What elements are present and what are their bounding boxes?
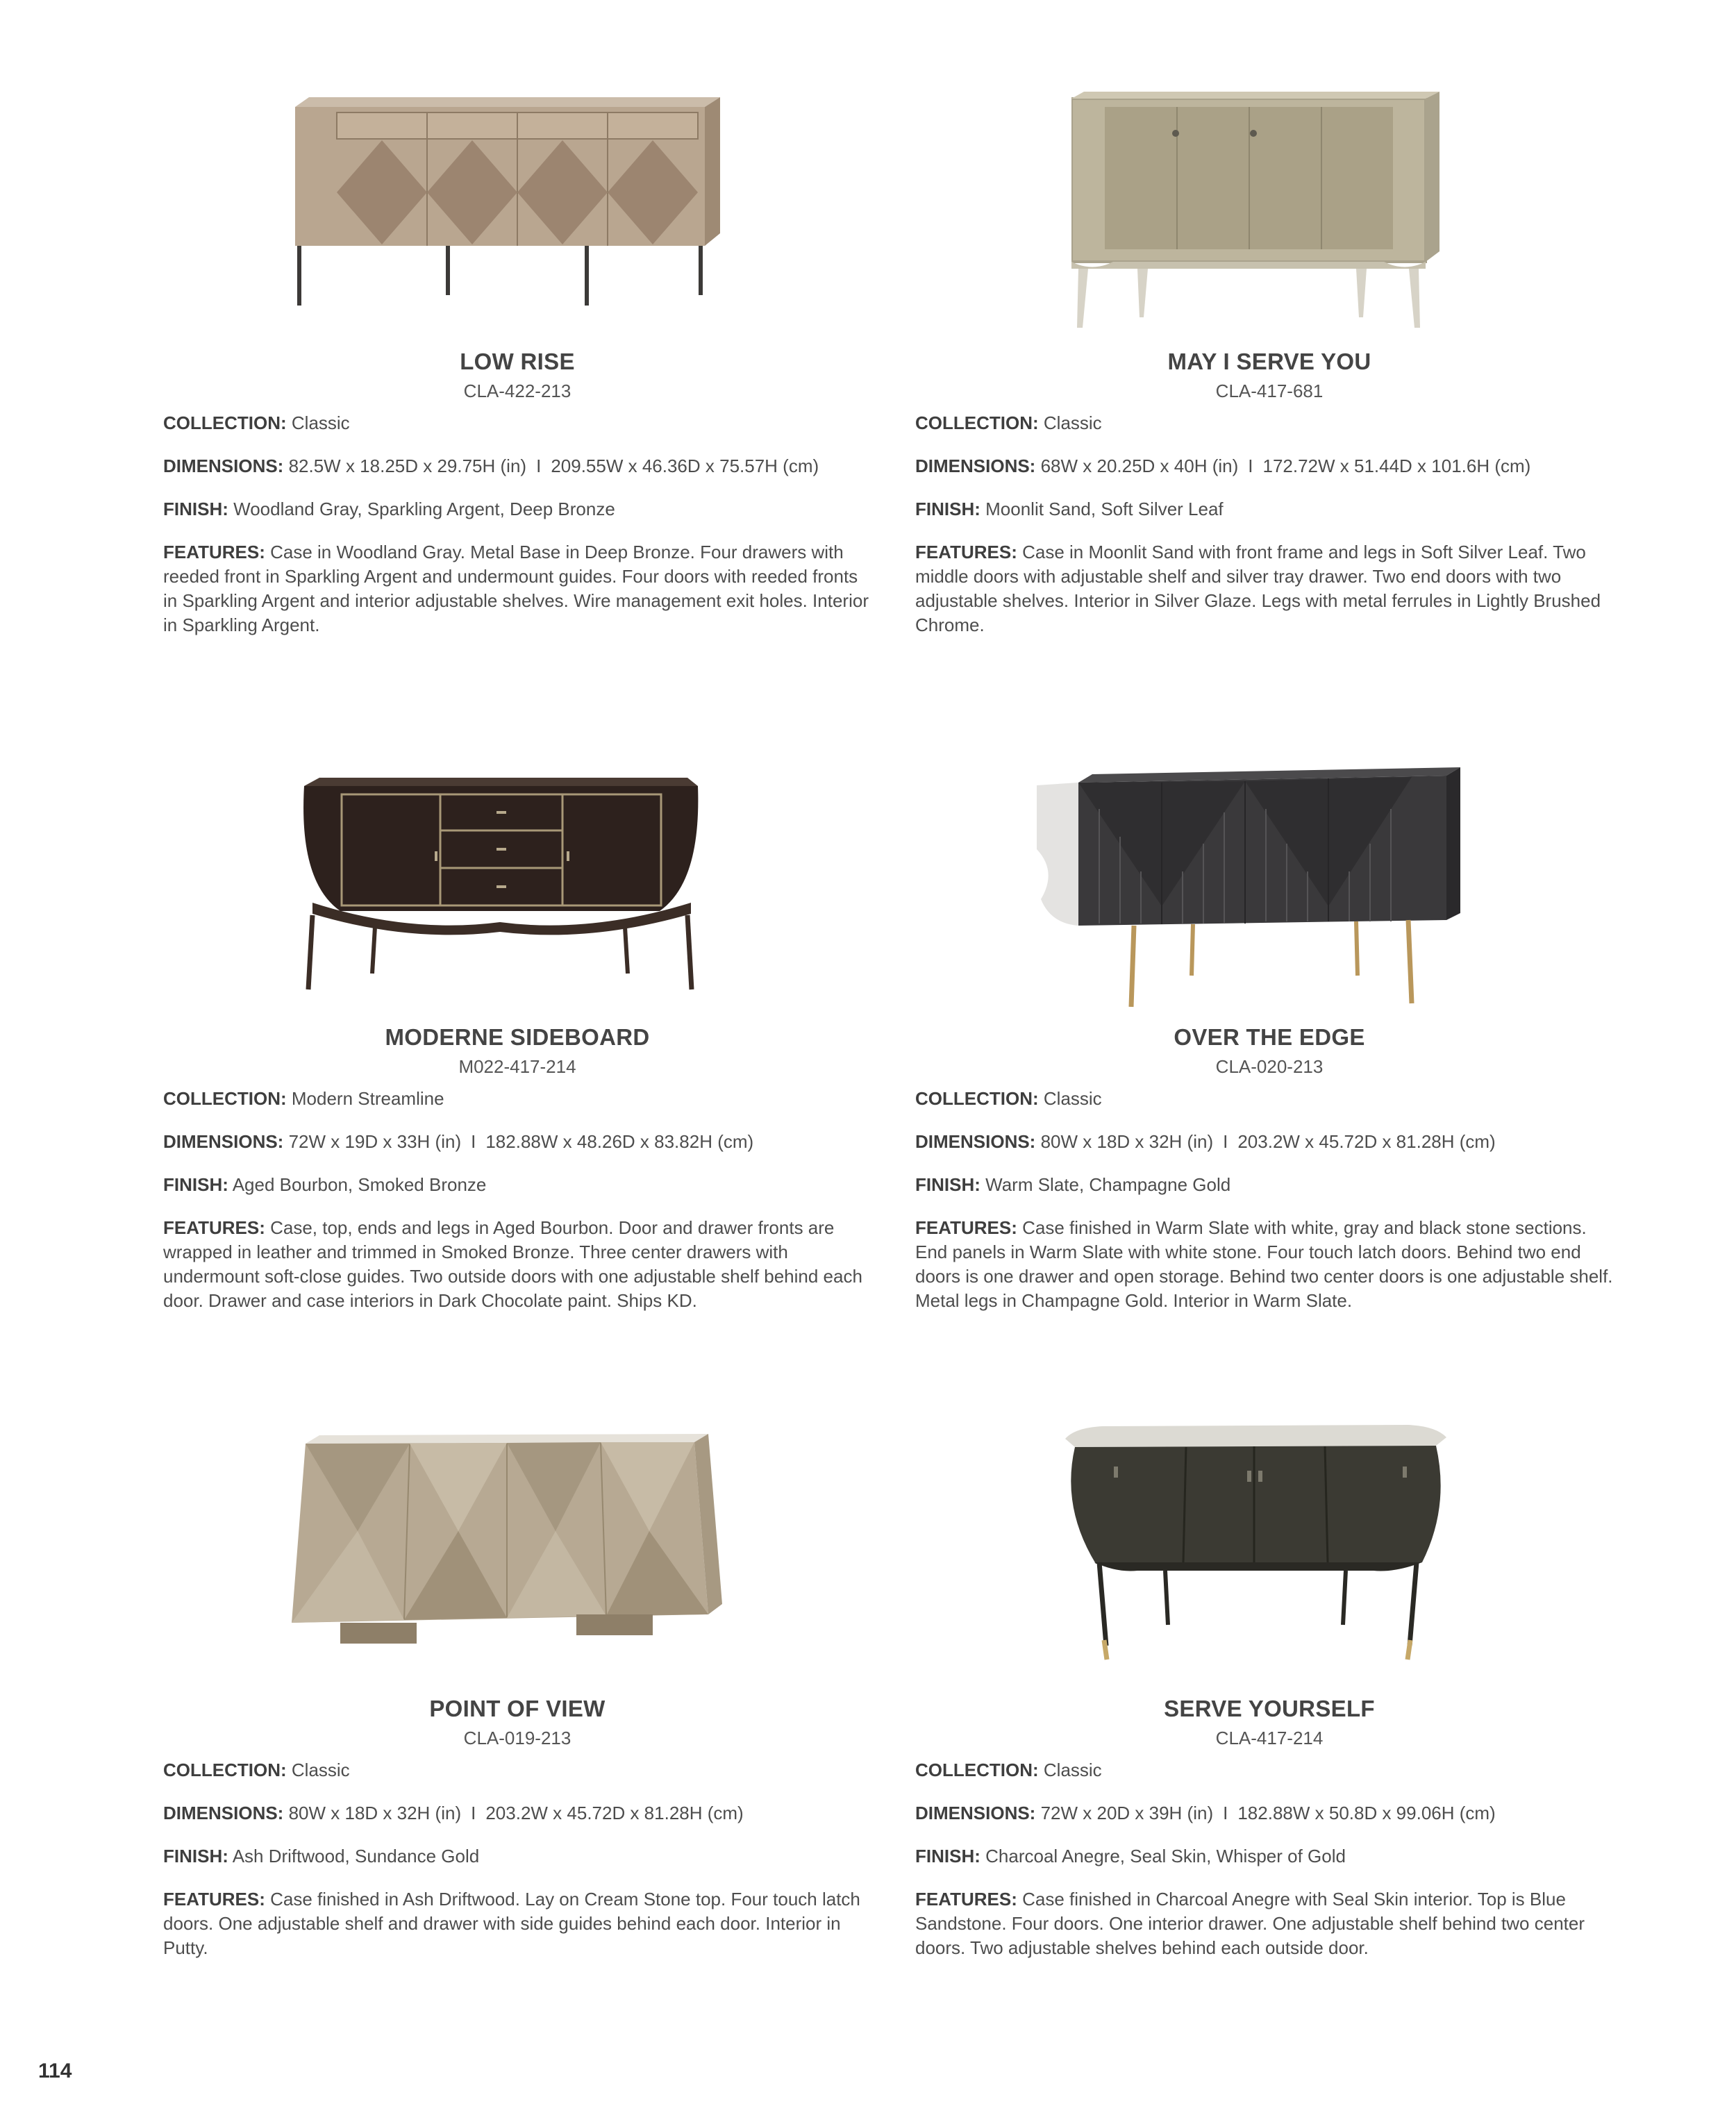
features-value: Case finished in Charcoal Anegre with Seal Skin interior. Top is Blue Sandstone. Four doors. One interior drawer. One adjustable shelf behind two center doors. Two adjustable shelves behind each outside door. bbox=[915, 1889, 1585, 1958]
dimensions-in: 72W x 19D x 33H (in) bbox=[288, 1131, 462, 1152]
dimensions-cm: 182.88W x 48.26D x 83.82H (cm) bbox=[485, 1131, 754, 1152]
may-i-serve-you-image bbox=[1071, 92, 1446, 335]
collection-line: COLLECTION: Classic bbox=[915, 1760, 1102, 1780]
separator: I bbox=[536, 456, 542, 476]
collection-line: COLLECTION: Classic bbox=[915, 1088, 1102, 1109]
features-line: FEATURES: Case in Moonlit Sand with front frame and legs in Soft Silver Leaf. Two middle doors with adjustable shelf and silver tray drawer. Two end doors with two adjustable shelves. Interior in Silver Glaze. Legs with metal ferrules in Lightly Brushed Chrome. bbox=[915, 542, 1601, 635]
features-value: Case, top, ends and legs in Aged Bourbon. Door and drawer fronts are wrapped in leather and trimmed in Smoked Bronze. Three center drawers with undermount soft-close guides. Two outside doors with one adjustable shelf behind each door. Drawer and case interiors in Dark Chocolate paint. Ships KD. bbox=[163, 1217, 862, 1311]
dimensions-line: DIMENSIONS: 72W x 19D x 33H (in) I 182.88W x 48.26D x 83.82H (cm) bbox=[163, 1130, 871, 1154]
separator: I bbox=[471, 1803, 476, 1823]
dimensions-line: DIMENSIONS: 80W x 18D x 32H (in) I 203.2W x 45.72D x 81.28H (cm) bbox=[163, 1801, 871, 1826]
separator: I bbox=[1223, 1131, 1228, 1152]
dimensions-in: 68W x 20.25D x 40H (in) bbox=[1040, 456, 1239, 476]
product-sku: CLA-020-213 bbox=[1215, 1056, 1324, 1077]
finish-value: Charcoal Anegre, Seal Skin, Whisper of Gold bbox=[985, 1846, 1346, 1866]
collection-value: Modern Streamline bbox=[291, 1088, 444, 1109]
collection-line: COLLECTION: Classic bbox=[163, 1760, 350, 1780]
collection-line: COLLECTION: Classic bbox=[915, 412, 1102, 433]
separator: I bbox=[471, 1131, 476, 1152]
finish-line: FINISH: Charcoal Anegre, Seal Skin, Whisper of Gold bbox=[915, 1846, 1346, 1866]
finish-line: FINISH: Aged Bourbon, Smoked Bronze bbox=[163, 1174, 487, 1195]
moderne-sideboard-image bbox=[299, 778, 715, 1000]
product-sku: CLA-019-213 bbox=[463, 1728, 571, 1748]
product-title: MODERNE SIDEBOARD bbox=[385, 1024, 650, 1050]
collection-value: Classic bbox=[291, 412, 350, 433]
finish-line: FINISH: Warm Slate, Champagne Gold bbox=[915, 1174, 1231, 1195]
dimensions-cm: 209.55W x 46.36D x 75.57H (cm) bbox=[551, 456, 819, 476]
features-value: Case in Moonlit Sand with front frame and legs in Soft Silver Leaf. Two middle doors with adjustable shelf and silver tray drawer. Two end doors with two adjustable shelves. Interior in Silver Glaze. Legs with metal ferrules in Lightly Brushed Chrome. bbox=[915, 542, 1601, 635]
finish-value: Woodland Gray, Sparkling Argent, Deep Bronze bbox=[233, 499, 615, 519]
dimensions-line: DIMENSIONS: 72W x 20D x 39H (in) I 182.88W x 50.8D x 99.06H (cm) bbox=[915, 1801, 1624, 1826]
finish-value: Warm Slate, Champagne Gold bbox=[985, 1174, 1231, 1195]
finish-value: Ash Driftwood, Sundance Gold bbox=[232, 1846, 480, 1866]
point-of-view-image bbox=[278, 1427, 736, 1663]
features-value: Case in Woodland Gray. Metal Base in Deep Bronze. Four drawers with reeded front in Sparkling Argent and undermount guides. Four doors with reeded fronts in Sparkling Argent and interior adjustable shelves. Wire management exit holes. Interior in Sparkling Argent. bbox=[163, 542, 869, 635]
dimensions-line: DIMENSIONS: 68W x 20.25D x 40H (in) I 172.72W x 51.44D x 101.6H (cm) bbox=[915, 454, 1624, 478]
product-specs bbox=[163, 1087, 871, 1332]
collection-value: Classic bbox=[1043, 412, 1102, 433]
collection-value: Classic bbox=[291, 1760, 350, 1780]
finish-line: FINISH: Moonlit Sand, Soft Silver Leaf bbox=[915, 499, 1224, 519]
dimensions-cm: 172.72W x 51.44D x 101.6H (cm) bbox=[1262, 456, 1531, 476]
product-title: POINT OF VIEW bbox=[429, 1696, 606, 1721]
product-title: LOW RISE bbox=[460, 349, 575, 374]
features-line: FEATURES: Case finished in Warm Slate with white, gray and black stone sections. End panels in Warm Slate with white stone. Four touch latch doors. Behind two end doors is one drawer and open storage. Behind two center doors is one adjustable shelf. Metal legs in Champagne Gold. Interior in Warm Slate. bbox=[915, 1217, 1613, 1311]
finish-value: Aged Bourbon, Smoked Bronze bbox=[232, 1174, 487, 1195]
features-line: FEATURES: Case, top, ends and legs in Aged Bourbon. Door and drawer fronts are wrapped in leather and trimmed in Smoked Bronze. Three center drawers with undermount soft-close guides. Two outside doors with one adjustable shelf behind each door. Drawer and case interiors in Dark Chocolate paint. Ships KD. bbox=[163, 1217, 862, 1311]
dimensions-in: 82.5W x 18.25D x 29.75H (in) bbox=[288, 456, 527, 476]
product-specs bbox=[163, 1758, 871, 1979]
collection-value: Classic bbox=[1043, 1088, 1102, 1109]
dimensions-cm: 203.2W x 45.72D x 81.28H (cm) bbox=[485, 1803, 744, 1823]
separator: I bbox=[1248, 456, 1253, 476]
dimensions-in: 80W x 18D x 32H (in) bbox=[288, 1803, 462, 1823]
collection-line: COLLECTION: Modern Streamline bbox=[163, 1088, 444, 1109]
product-title: SERVE YOURSELF bbox=[1164, 1696, 1375, 1721]
product-title: MAY I SERVE YOU bbox=[1167, 349, 1371, 374]
separator: I bbox=[1223, 1803, 1228, 1823]
product-sku: CLA-422-213 bbox=[463, 381, 571, 401]
dimensions-in: 80W x 18D x 32H (in) bbox=[1040, 1131, 1214, 1152]
finish-value: Moonlit Sand, Soft Silver Leaf bbox=[985, 499, 1224, 519]
features-line: FEATURES: Case in Woodland Gray. Metal Base in Deep Bronze. Four drawers with reeded front in Sparkling Argent and undermount guides. Four doors with reeded fronts in Sparkling Argent and interior adjustable shelves. Wire management exit holes. Interior in Sparkling Argent. bbox=[163, 542, 869, 635]
product-specs bbox=[915, 1758, 1624, 1979]
dimensions-line: DIMENSIONS: 80W x 18D x 32H (in) I 203.2W x 45.72D x 81.28H (cm) bbox=[915, 1130, 1624, 1154]
low-rise-image bbox=[295, 97, 740, 312]
product-specs bbox=[915, 1087, 1624, 1332]
dimensions-cm: 203.2W x 45.72D x 81.28H (cm) bbox=[1237, 1131, 1496, 1152]
features-value: Case finished in Warm Slate with white, gray and black stone sections. End panels in Warm Slate with white stone. Four touch latch doors. Behind two end doors is one drawer and open storage. Behind two center doors is one adjustable shelf. Metal legs in Champagne Gold. Interior in Warm Slate. bbox=[915, 1217, 1613, 1311]
features-line: FEATURES: Case finished in Ash Driftwood. Lay on Cream Stone top. Four touch latch doors. One adjustable shelf and drawer with side guides behind each door. Interior in Putty. bbox=[163, 1889, 860, 1958]
product-specs bbox=[915, 411, 1624, 656]
finish-line: FINISH: Ash Driftwood, Sundance Gold bbox=[163, 1846, 480, 1866]
product-sku: M022-417-214 bbox=[458, 1056, 576, 1077]
serve-yourself-image bbox=[1061, 1423, 1450, 1673]
dimensions-cm: 182.88W x 50.8D x 99.06H (cm) bbox=[1237, 1803, 1496, 1823]
finish-line: FINISH: Woodland Gray, Sparkling Argent, Deep Bronze bbox=[163, 499, 615, 519]
product-specs bbox=[163, 411, 871, 656]
dimensions-in: 72W x 20D x 39H (in) bbox=[1040, 1803, 1214, 1823]
features-line: FEATURES: Case finished in Charcoal Anegre with Seal Skin interior. Top is Blue Sandstone. Four doors. One interior drawer. One adjustable shelf behind two center doors. Two adjustable shelves behind each outside door. bbox=[915, 1889, 1585, 1958]
collection-value: Classic bbox=[1043, 1760, 1102, 1780]
page-number: 114 bbox=[38, 2060, 72, 2082]
collection-line: COLLECTION: Classic bbox=[163, 412, 350, 433]
over-the-edge-image bbox=[1030, 767, 1488, 1017]
product-sku: CLA-417-214 bbox=[1215, 1728, 1324, 1748]
features-value: Case finished in Ash Driftwood. Lay on Cream Stone top. Four touch latch doors. One adjustable shelf and drawer with side guides behind each door. Interior in Putty. bbox=[163, 1889, 860, 1958]
product-sku: CLA-417-681 bbox=[1215, 381, 1324, 401]
dimensions-line: DIMENSIONS: 82.5W x 18.25D x 29.75H (in) I 209.55W x 46.36D x 75.57H (cm) bbox=[163, 454, 871, 478]
product-title: OVER THE EDGE bbox=[1174, 1024, 1365, 1050]
